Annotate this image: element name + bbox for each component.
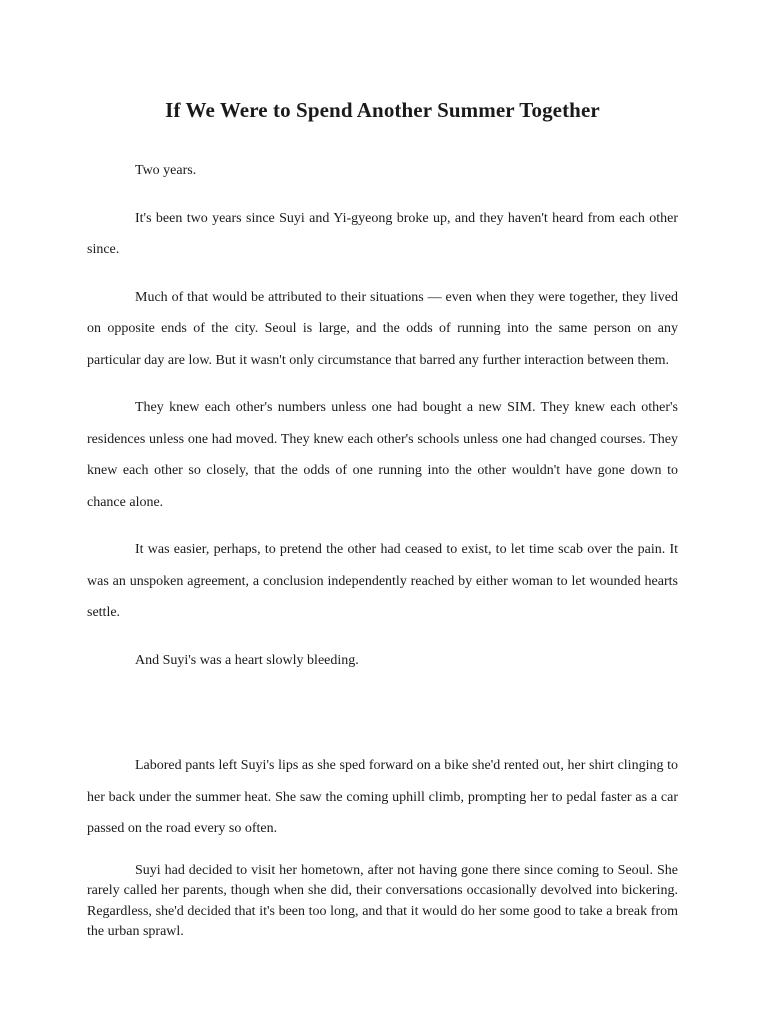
paragraph-4: They knew each other's numbers unless one had bought a new SIM. They knew each other's residences unless one had moved. They knew each other's schools unless one had changed courses. They knew each other so closely, that the odds of one running into the other wouldn't have gone down to chance alone. — [87, 400, 678, 510]
document-title: If We Were to Spend Another Summer Together — [165, 98, 600, 122]
paragraph-1: Two years. — [135, 163, 197, 178]
paragraph-3: Much of that would be attributed to their situations — even when they were together, they lived on opposite ends of the city. Seoul is large, and the odds of running into the same person on any particular day are low. But it wasn't only circumstance that barred any further interaction between them. — [87, 289, 678, 368]
paragraph-2: It's been two years since Suyi and Yi-gyeong broke up, and they haven't heard from each other since. — [87, 210, 678, 257]
paragraph-8: Suyi had decided to visit her hometown, after not having gone there since coming to Seoul. She rarely called her parents, though when she did, their conversations occasionally devolved into bickering. Regardless, she'd decided that it's been too long, and that it would do her some good to take a break from the urban sprawl. — [87, 862, 678, 939]
paragraph-5: It was easier, perhaps, to pretend the other had ceased to exist, to let time scab over the pain. It was an unspoken agreement, a conclusion independently reached by either woman to let wounded hearts settle. — [87, 542, 678, 620]
scene-break — [87, 692, 678, 750]
paragraph-6: And Suyi's was a heart slowly bleeding. — [135, 652, 359, 668]
paragraph-7: Labored pants left Suyi's lips as she sped forward on a bike she'd rented out, her shirt clinging to her back under the summer heat. She saw the coming uphill climb, prompting her to pedal faster as a car passed on the road every so often. — [87, 758, 678, 836]
